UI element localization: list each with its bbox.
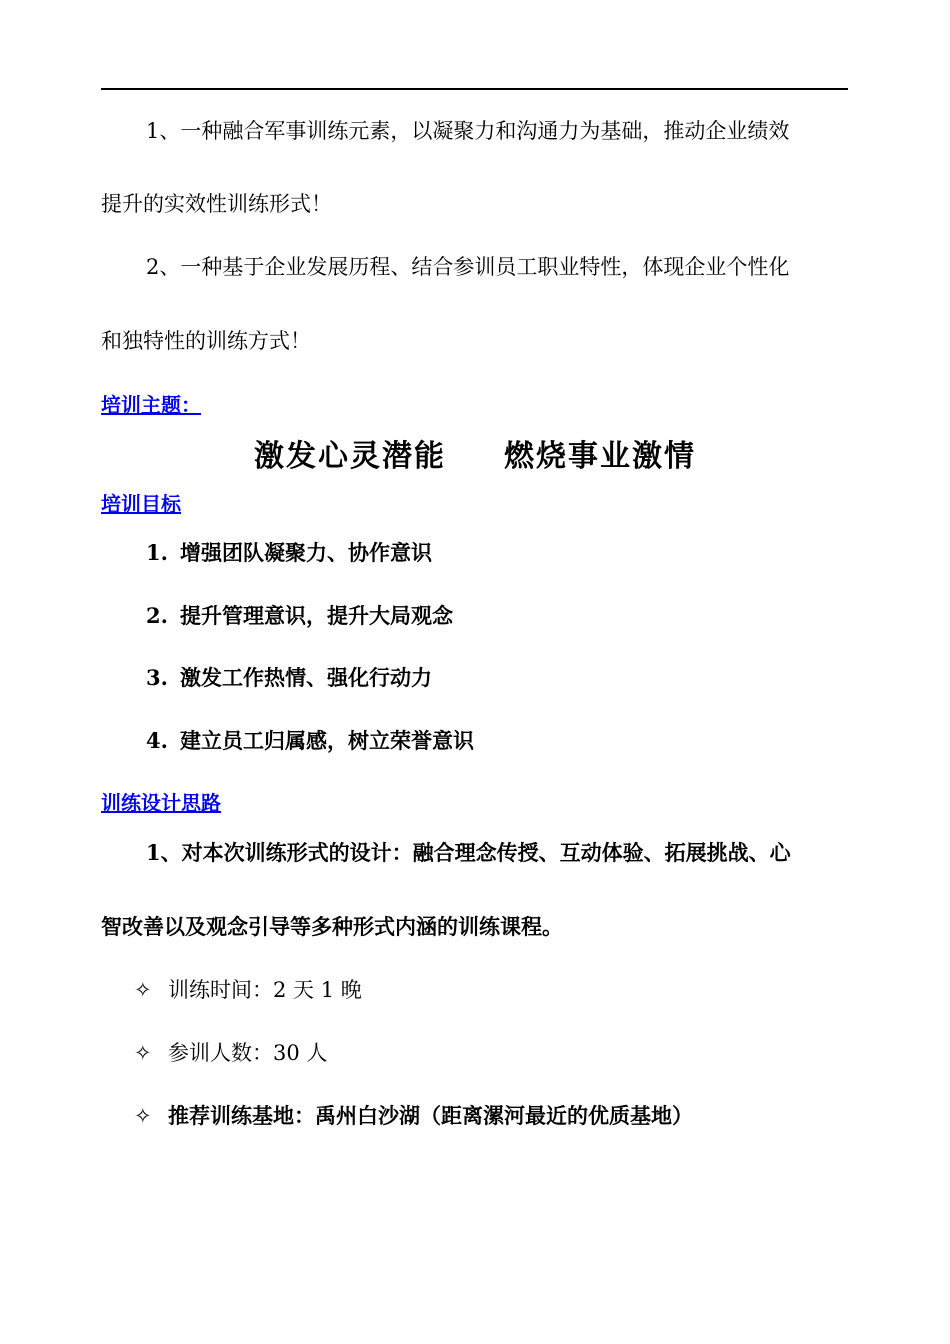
goal-text: 增强团队凝聚力、协作意识: [180, 540, 432, 565]
goals-heading-link[interactable]: 培训目标: [101, 492, 181, 516]
goal-item-4: [146, 729, 474, 753]
design-paragraph-line-1: 1、对本次训练形式的设计：融合理念传授、互动体验、拓展挑战、心: [146, 840, 791, 865]
goal-number: 2.: [146, 603, 168, 628]
bullet-text: 推荐训练基地：禹州白沙湖（距离漯河最近的优质基地）: [168, 1103, 693, 1128]
goal-number: 3.: [146, 665, 168, 690]
intro-paragraph-1-line-1: 1、一种融合军事训练元素，以凝聚力和沟通力为基础，推动企业绩效: [146, 119, 790, 143]
goal-item-2: [146, 604, 453, 628]
goal-item-3: [146, 666, 432, 690]
bullet-item-2: [134, 1041, 327, 1065]
design-heading-link[interactable]: 训练设计思路: [101, 791, 221, 815]
intro-paragraph-2-line-1: 2、一种基于企业发展历程、结合参训员工职业特性，体现企业个性化: [146, 255, 790, 279]
sparkle-bullet-icon: ✧: [134, 1041, 152, 1065]
sparkle-bullet-icon: ✧: [134, 978, 152, 1002]
intro-paragraph-1-line-2: 提升的实效性训练形式！: [101, 192, 332, 216]
design-paragraph-line-2: 智改善以及观念引导等多种形式内涵的训练课程。: [101, 914, 563, 939]
goal-text: 提升管理意识，提升大局观念: [180, 603, 453, 628]
goal-text: 建立员工归属感，树立荣誉意识: [180, 728, 474, 753]
sparkle-bullet-icon: ✧: [134, 1104, 152, 1128]
bullet-item-3: [134, 1104, 693, 1128]
goal-item-1: [146, 541, 432, 565]
goal-number: 4.: [146, 728, 168, 753]
goal-number: 1.: [146, 540, 168, 565]
goal-text: 激发工作热情、强化行动力: [180, 665, 432, 690]
theme-title: [0, 440, 950, 474]
bullet-item-1: [134, 978, 362, 1002]
theme-heading-link[interactable]: 培训主题：: [101, 393, 201, 417]
intro-paragraph-2-line-2: 和独特性的训练方式！: [101, 329, 311, 353]
header-rule: [101, 88, 848, 90]
bullet-text: 训练时间：2 天 1 晚: [168, 978, 362, 1002]
theme-title-part-2: 燃烧事业激情: [504, 439, 696, 474]
theme-title-part-1: 激发心灵潜能: [254, 439, 446, 474]
bullet-text: 参训人数：30 人: [168, 1041, 328, 1065]
